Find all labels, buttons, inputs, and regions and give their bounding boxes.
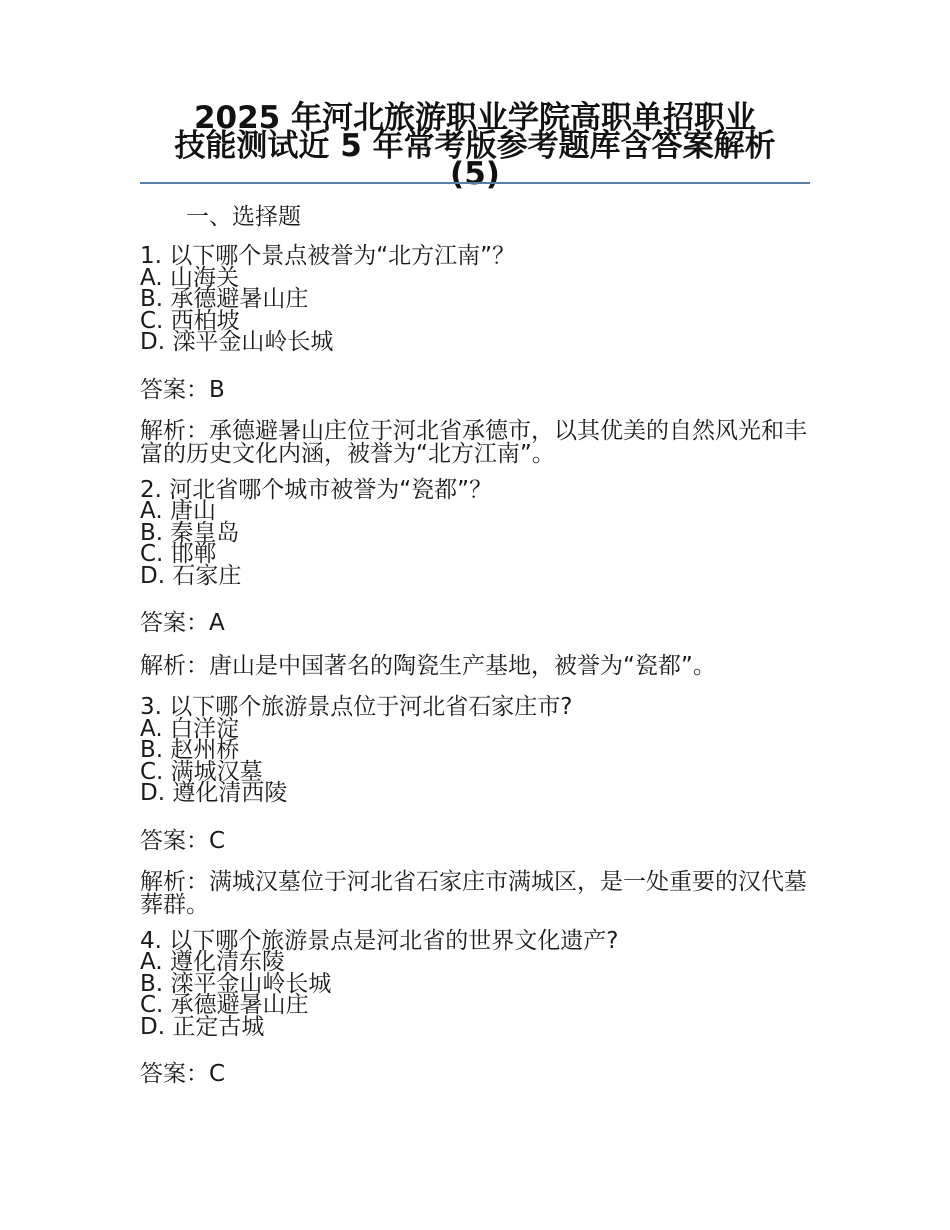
question-text: 1. 以下哪个景点被誉为“北方江南”？	[140, 243, 516, 269]
answer-text: 答案：B	[140, 376, 225, 403]
option-b: B. 赵州桥	[140, 737, 240, 763]
option-c: C. 邯郸	[140, 541, 217, 567]
option-a: A. 白洋淀	[140, 715, 239, 742]
option-a: A. 遵化清东陵	[140, 949, 285, 975]
question-2	[140, 476, 812, 682]
analysis-text: 解析：唐山是中国著名的陶瓷生产基地，被誉为“瓷都”。	[140, 653, 716, 679]
answer-text: 答案：C	[140, 827, 226, 854]
option-a: A. 山海关	[140, 264, 239, 291]
question-list	[140, 243, 812, 1089]
question-3	[140, 694, 812, 918]
option-a: A. 唐山	[140, 498, 216, 524]
question-text: 4. 以下哪个旅游景点是河北省的世界文化遗产?	[140, 927, 619, 954]
option-b: B. 承德避暑山庄	[140, 286, 309, 312]
option-b: B. 秦皇岛	[140, 519, 240, 546]
title-line-2: 技能测试近 5 年常考版参考题库含答案解析	[174, 128, 776, 164]
question-4	[140, 927, 812, 1090]
question-text: 2. 河北省哪个城市被誉为“瓷都”？	[140, 476, 493, 503]
option-c: C. 承德避暑山庄	[140, 992, 309, 1018]
question-1	[140, 243, 812, 467]
analysis-text: 解析：满城汉墓位于河北省石家庄市满城区，是一处重要的汉代墓葬群。	[140, 868, 807, 918]
analysis-text: 解析：承德避暑山庄位于河北省承德市，以其优美的自然风光和丰富的历史文化内涵，被誉为“北方江南”。	[140, 417, 807, 467]
option-d: D. 滦平金山岭长城	[140, 329, 334, 355]
option-c: C. 满城汉墓	[140, 758, 263, 785]
option-d: D. 遵化清西陵	[140, 780, 288, 806]
answer-text: 答案：C	[140, 1061, 226, 1087]
title-line-1: 2025 年河北旅游职业学院高职单招职业	[193, 100, 757, 136]
title-divider	[140, 182, 810, 184]
section-heading: 一、选择题	[186, 204, 301, 230]
option-d: D. 正定古城	[140, 1013, 265, 1040]
option-b: B. 滦平金山岭长城	[140, 970, 332, 997]
option-d: D. 石家庄	[140, 562, 242, 589]
question-text: 3. 以下哪个旅游景点位于河北省石家庄市?	[140, 694, 573, 720]
title-line-3: (5)	[450, 156, 500, 192]
answer-text: 答案：A	[140, 610, 225, 636]
document-title	[140, 100, 810, 192]
option-c: C. 西柏坡	[140, 307, 240, 334]
